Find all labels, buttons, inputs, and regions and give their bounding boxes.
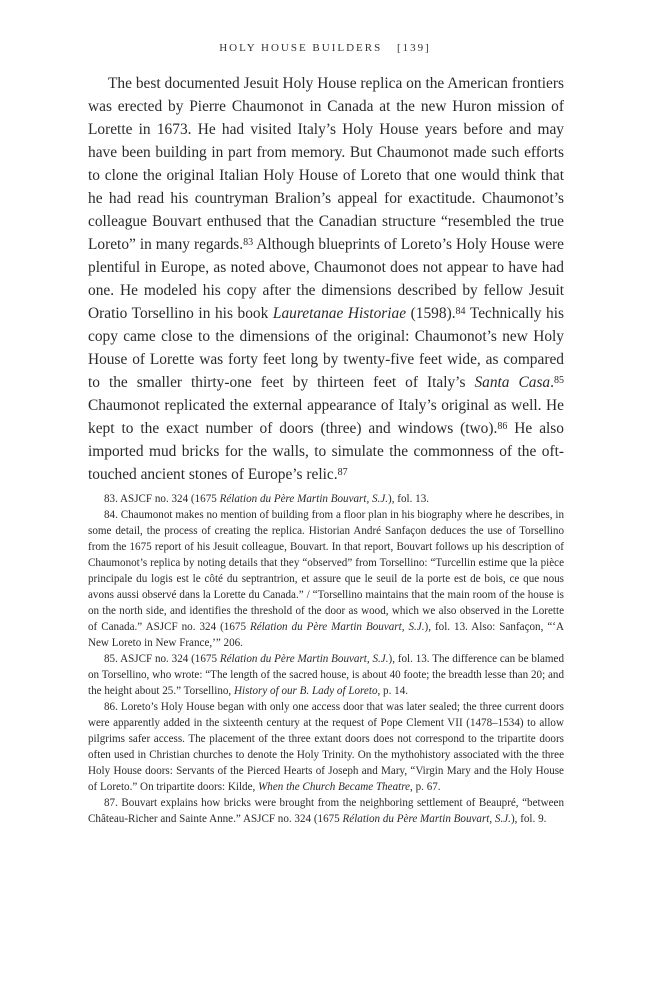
- text-run: 85. ASJCF no. 324 (1675: [104, 653, 220, 665]
- text-run: 83. ASJCF no. 324 (1675: [104, 493, 220, 505]
- text-run: 86. Loreto’s Holy House began with only one access door that was later sealed; the three current doors were apparently added in the sixteenth century at the request of Pope Clement VII (1478–1534) to allow pilgrims safer access. The placement of the three extant doors does not correspond to the tripartite doors often used in Christian churches to denote the Holy Trinity. On the mythohistory associated with the three Holy House doors: Servants of the Pierced Hearts of Joseph and Mary, “Virgin Mary and the Holy House of Loreto.” On tripartite doors: Kilde,: [88, 701, 564, 793]
- footnote-84: [88, 507, 564, 651]
- footnote-reference: 83: [243, 237, 254, 248]
- text-run: 84. Chaumonot makes no mention of building from a floor plan in his biography where he describes, in some detail, the process of creating the replica. Historian André Sanfaçon deduces the use of Torsellino from the 1675 report of his Jesuit colleague, Bouvart. In that report, Bouvart follows up his description of Chaumonot’s replica by noting details that they “observed” from Torsellino: “Turcellin estime que la pièce principale du logis est le côté du septrantrion, et assure que le seuil de la porte est de bois, ce que nous avons aussi observé dans la Lorette du Canada.” / “Torsellino maintains that the main room of the house is on the north side, and identifies the threshold of the door as wood, which we also observed in the Lorette of Canada.” ASJCF no. 324 (1675: [88, 509, 564, 633]
- text-run: ), fol. 13. The difference can be blamed on Torsellino, who wrote: “The length of the sacred house, is about 40 foote; the breadth lesse than 20; and the height about 25.” Torsellino,: [88, 653, 564, 697]
- italic-title: Rélation du Père Martin Bouvart, S.J.: [249, 621, 425, 633]
- text-run: , p. 67.: [410, 781, 441, 793]
- italic-title: Rélation du Père Martin Bouvart, S.J.: [342, 813, 511, 825]
- running-head: [0, 42, 650, 54]
- italic-title: Rélation du Père Martin Bouvart, S.J.: [219, 653, 389, 665]
- footnote-reference: 86: [497, 421, 508, 432]
- text-run: Chaumonot replicated the external appearance of Italy’s original as well. He kept to the exact number of doors (three) and windows (two).: [88, 397, 564, 437]
- text-run: .: [550, 374, 554, 391]
- body-paragraph: [88, 72, 564, 486]
- footnote-86: [88, 699, 564, 795]
- italic-title: Rélation du Père Martin Bouvart, S.J.: [219, 493, 389, 505]
- running-head-title: HOLY HOUSE BUILDERS: [219, 42, 383, 54]
- footnote-reference: 84: [455, 306, 466, 317]
- italic-title: History of our B. Lady of Loreto: [233, 685, 378, 697]
- text-run: He also imported mud bricks for the walls, to simulate the commonness of the oft-touched ancient stones of Europe’s relic.: [88, 420, 564, 483]
- footnote-reference: 85: [554, 375, 564, 386]
- page-number: [139]: [396, 42, 431, 54]
- text-run: ), fol. 13. Also: Sanfaçon, “‘A New Loreto in New France,’” 206.: [88, 621, 564, 649]
- footnote-reference: 87: [337, 467, 348, 478]
- italic-title: When the Church Became Theatre: [258, 781, 411, 793]
- text-run: Technically his copy came close to the dimensions of the original: Chaumonot’s new Holy House of Lorette was forty feet long by twenty-five feet wide, as compared to the smaller thirty-one feet by thirteen feet of Italy’s: [88, 305, 564, 391]
- text-run: Although blueprints of Loreto’s Holy House were plentiful in Europe, as noted above, Chaumonot does not appear to have had one. He modeled his copy after the dimensions described by fellow Jesuit Oratio Torsellino in his book: [88, 236, 564, 322]
- text-run: (1598).: [406, 305, 456, 322]
- footnote-85: [88, 651, 564, 699]
- text-run: ), fol. 9.: [510, 813, 547, 825]
- text-run: , p. 14.: [377, 685, 409, 697]
- text-run: ), fol. 13.: [388, 493, 430, 505]
- text-run: The best documented Jesuit Holy House replica on the American frontiers was erected by Pierre Chaumonot in Canada at the new Huron mission of Lorette in 1673. He had visited Italy’s Holy House years before and may have been building in part from memory. But Chaumonot made such efforts to clone the original Italian Holy House of Loreto that one would think that he had read his countryman Bralion’s appeal for exactitude. Chaumonot’s colleague Bouvart enthused that the Canadian structure “resembled the true Loreto” in many regards.: [88, 75, 564, 253]
- italic-title: Santa Casa: [474, 374, 551, 391]
- footnote-83: [88, 491, 564, 507]
- italic-title: Lauretanae Historiae: [272, 305, 407, 322]
- footnotes: [88, 491, 564, 827]
- footnote-87: [88, 795, 564, 827]
- body-text: [88, 72, 564, 486]
- text-run: 87. Bouvart explains how bricks were brought from the neighboring settlement of Beaupré, “between Château-Richer and Sainte Anne.” ASJCF no. 324 (1675: [88, 797, 564, 825]
